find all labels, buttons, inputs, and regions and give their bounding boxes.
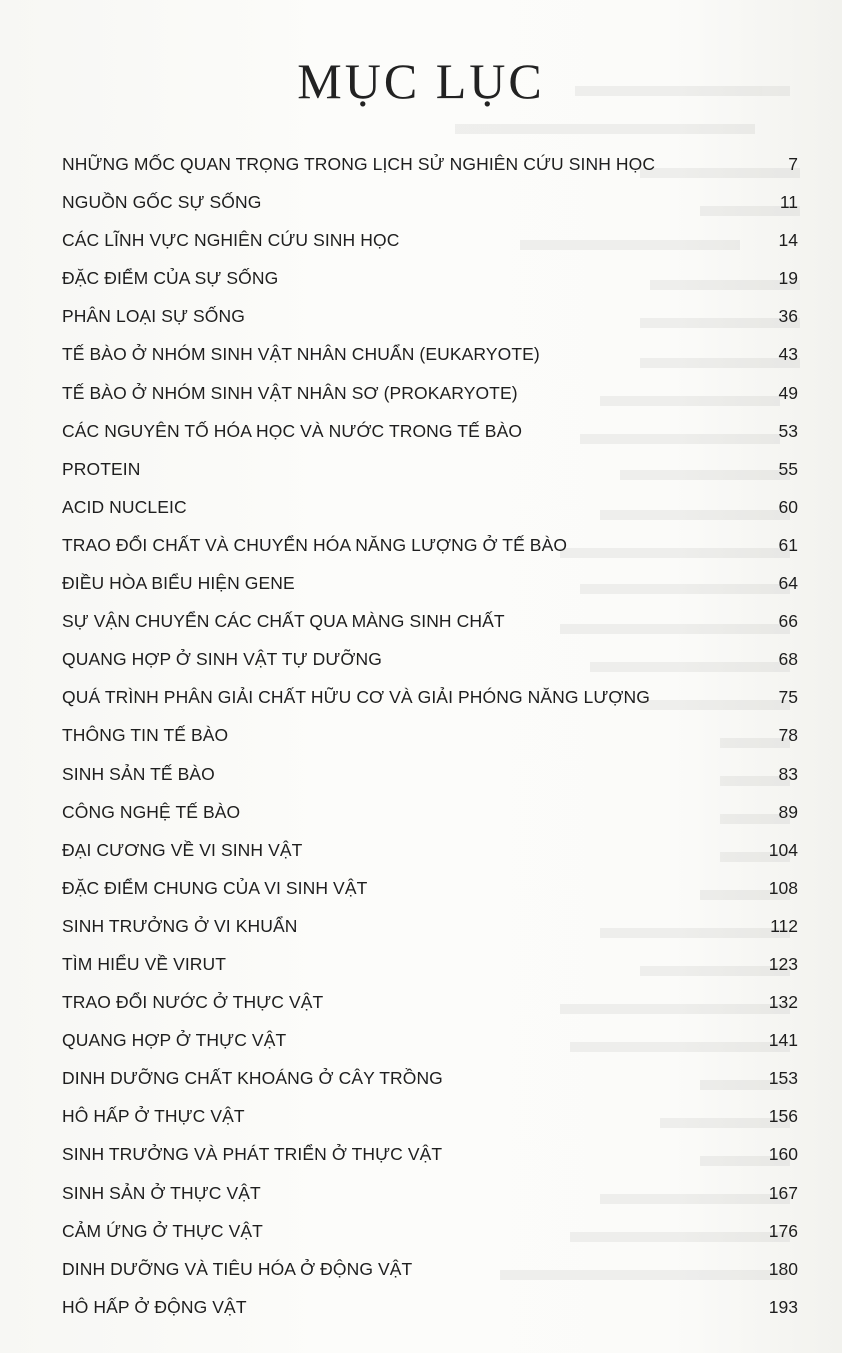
toc-entry-page-number: 153 bbox=[768, 1068, 798, 1089]
toc-entry-title: QUÁ TRÌNH PHÂN GIẢI CHẤT HỮU CƠ VÀ GIẢI PHÓNG NĂNG LƯỢNG bbox=[62, 687, 650, 708]
toc-entry bbox=[62, 983, 798, 1021]
toc-entry-page-number: 132 bbox=[768, 992, 798, 1013]
toc-entry bbox=[62, 1059, 798, 1097]
toc-entry bbox=[62, 716, 798, 754]
toc-entry bbox=[62, 1212, 798, 1250]
toc-entry-title: SINH TRƯỞNG Ở VI KHUẨN bbox=[62, 915, 298, 936]
toc-entry bbox=[62, 526, 798, 564]
toc-entry bbox=[62, 412, 798, 450]
toc-entry bbox=[62, 564, 798, 602]
toc-entry-page-number: 123 bbox=[768, 953, 798, 974]
toc-entry bbox=[62, 831, 798, 869]
toc-entry-title: ĐẶC ĐIỂM CHUNG CỦA VI SINH VẬT bbox=[62, 877, 368, 898]
toc-entry bbox=[62, 907, 798, 945]
toc-entry-title: CÁC NGUYÊN TỐ HÓA HỌC VÀ NƯỚC TRONG TẾ BÀO bbox=[62, 420, 523, 441]
toc-entry bbox=[62, 374, 798, 412]
toc-entry-title: TRAO ĐỔI CHẤT VÀ CHUYỂN HÓA NĂNG LƯỢNG Ở TẾ BÀO bbox=[62, 534, 568, 555]
toc-entry-page-number: 193 bbox=[768, 1296, 798, 1317]
toc-entry-page-number: 141 bbox=[768, 1030, 798, 1051]
toc-entry-page-number: 61 bbox=[778, 534, 798, 555]
toc-entry-title: THÔNG TIN TẾ BÀO bbox=[62, 725, 229, 746]
toc-entry-title: TRAO ĐỔI NƯỚC Ở THỰC VẬT bbox=[62, 992, 324, 1013]
toc-entry-page-number: 83 bbox=[778, 763, 798, 784]
toc-entry-title: CÔNG NGHỆ TẾ BÀO bbox=[62, 801, 241, 822]
toc-entry-page-number: 53 bbox=[778, 420, 798, 441]
toc-entry-page-number: 160 bbox=[768, 1144, 798, 1165]
toc-entry bbox=[62, 488, 798, 526]
toc-entry bbox=[62, 793, 798, 831]
toc-entry bbox=[62, 755, 798, 793]
toc-entry-page-number: 167 bbox=[768, 1182, 798, 1203]
toc-entry bbox=[62, 259, 798, 297]
toc-entry-page-number: 64 bbox=[778, 573, 798, 594]
toc-entry-page-number: 19 bbox=[778, 268, 798, 289]
page-title: MỤC LỤC bbox=[297, 53, 545, 109]
toc-entry bbox=[62, 1135, 798, 1173]
toc-entry-page-number: 11 bbox=[779, 192, 798, 213]
toc-entry-title: PHÂN LOẠI SỰ SỐNG bbox=[62, 306, 245, 327]
toc-entry-title: TẾ BÀO Ở NHÓM SINH VẬT NHÂN CHUẨN (EUKARYOTE) bbox=[62, 344, 540, 365]
toc-entry bbox=[62, 335, 798, 373]
toc-entry-page-number: 156 bbox=[768, 1106, 798, 1127]
toc-entry-title: ĐIỀU HÒA BIỂU HIỆN GENE bbox=[62, 573, 295, 594]
toc-entry-page-number: 7 bbox=[788, 154, 798, 174]
toc-entry bbox=[62, 145, 798, 183]
toc-entry-title: SINH SẢN TẾ BÀO bbox=[62, 763, 215, 784]
table-of-contents bbox=[62, 145, 798, 1326]
toc-entry-page-number: 112 bbox=[770, 915, 798, 936]
toc-entry-title: HÔ HẤP Ở THỰC VẬT bbox=[62, 1106, 245, 1127]
toc-entry bbox=[62, 1174, 798, 1212]
toc-entry-title: QUANG HỢP Ở SINH VẬT TỰ DƯỠNG bbox=[62, 649, 382, 670]
toc-entry-page-number: 78 bbox=[778, 725, 798, 746]
toc-entry bbox=[62, 1097, 798, 1135]
toc-entry-page-number: 176 bbox=[768, 1220, 798, 1241]
toc-entry-title: DINH DƯỠNG VÀ TIÊU HÓA Ở ĐỘNG VẬT bbox=[62, 1258, 413, 1279]
toc-entry-page-number: 66 bbox=[778, 611, 798, 632]
toc-entry-page-number: 60 bbox=[778, 496, 798, 517]
toc-entry-title: SINH TRƯỞNG VÀ PHÁT TRIỂN Ở THỰC VẬT bbox=[62, 1144, 443, 1165]
toc-entry-title: QUANG HỢP Ở THỰC VẬT bbox=[62, 1030, 287, 1051]
toc-entry bbox=[62, 297, 798, 335]
toc-entry-title: DINH DƯỠNG CHẤT KHOÁNG Ở CÂY TRỒNG bbox=[62, 1068, 443, 1089]
toc-entry-page-number: 43 bbox=[778, 344, 798, 365]
toc-entry-page-number: 89 bbox=[778, 801, 798, 822]
toc-entry-page-number: 14 bbox=[778, 230, 798, 251]
toc-entry bbox=[62, 1021, 798, 1059]
toc-entry-title: NHỮNG MỐC QUAN TRỌNG TRONG LỊCH SỬ NGHIÊN CỨU SINH HỌC bbox=[62, 154, 656, 174]
toc-entry-page-number: 180 bbox=[768, 1258, 798, 1279]
toc-entry bbox=[62, 678, 798, 716]
toc-entry bbox=[62, 1288, 798, 1326]
toc-entry-title: PROTEIN bbox=[62, 458, 141, 479]
toc-entry-page-number: 75 bbox=[778, 687, 798, 708]
toc-entry-title: TẾ BÀO Ở NHÓM SINH VẬT NHÂN SƠ (PROKARYOTE) bbox=[62, 382, 518, 403]
toc-entry-title: CÁC LĨNH VỰC NGHIÊN CỨU SINH HỌC bbox=[62, 230, 400, 251]
toc-entry bbox=[62, 183, 798, 221]
toc-entry bbox=[62, 869, 798, 907]
toc-entry bbox=[62, 221, 798, 259]
toc-entry-title: SINH SẢN Ở THỰC VẬT bbox=[62, 1182, 261, 1203]
toc-entry-title: ĐẠI CƯƠNG VỀ VI SINH VẬT bbox=[62, 839, 303, 860]
toc-entry-title: NGUỒN GỐC SỰ SỐNG bbox=[62, 192, 262, 213]
toc-entry bbox=[62, 450, 798, 488]
toc-entry bbox=[62, 602, 798, 640]
toc-entry-page-number: 68 bbox=[778, 649, 798, 670]
toc-entry-title: HÔ HẤP Ở ĐỘNG VẬT bbox=[62, 1296, 247, 1317]
toc-entry-title: SỰ VẬN CHUYỂN CÁC CHẤT QUA MÀNG SINH CHẤT bbox=[62, 611, 505, 632]
toc-entry-page-number: 108 bbox=[768, 877, 798, 898]
toc-entry-page-number: 49 bbox=[778, 382, 798, 403]
toc-entry bbox=[62, 945, 798, 983]
toc-entry-page-number: 55 bbox=[778, 458, 798, 479]
toc-entry bbox=[62, 1250, 798, 1288]
toc-entry-title: ĐẶC ĐIỂM CỦA SỰ SỐNG bbox=[62, 268, 279, 289]
toc-entry-title: TÌM HIỂU VỀ VIRUT bbox=[62, 953, 227, 974]
toc-entry-page-number: 36 bbox=[778, 306, 798, 327]
toc-entry-title: ACID NUCLEIC bbox=[62, 496, 187, 517]
toc-entry-page-number: 104 bbox=[768, 839, 798, 860]
toc-entry-title: CẢM ỨNG Ở THỰC VẬT bbox=[62, 1220, 263, 1241]
toc-entry bbox=[62, 640, 798, 678]
